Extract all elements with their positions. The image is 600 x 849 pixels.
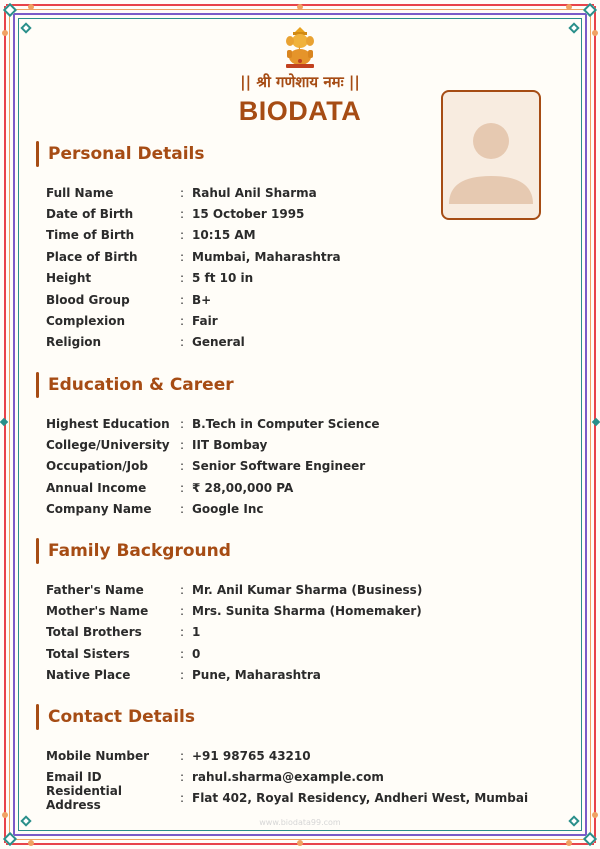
detail-label: Total Brothers bbox=[46, 625, 142, 640]
detail-label: Residential Address bbox=[46, 784, 122, 813]
detail-value: ₹ 28,00,000 PA bbox=[192, 480, 294, 495]
detail-row bbox=[46, 622, 556, 643]
detail-row bbox=[46, 246, 556, 267]
detail-label: Religion bbox=[46, 335, 102, 350]
detail-value: Rahul Anil Sharma bbox=[192, 185, 317, 200]
section-family-background bbox=[36, 536, 556, 686]
watermark-text: www.biodata99.com bbox=[259, 818, 341, 827]
detail-label: Total Sisters bbox=[46, 646, 130, 661]
page-title: BIODATA bbox=[238, 96, 362, 126]
detail-separator: : bbox=[180, 625, 185, 640]
detail-value: Flat 402, Royal Residency, Andheri West, Mumbai bbox=[192, 791, 529, 806]
detail-label: Full Name bbox=[46, 185, 114, 200]
detail-separator: : bbox=[180, 604, 185, 619]
detail-label: Company Name bbox=[46, 502, 152, 517]
detail-value: Google Inc bbox=[192, 502, 264, 517]
detail-separator: : bbox=[180, 502, 185, 517]
detail-row bbox=[46, 434, 556, 455]
detail-value: IIT Bombay bbox=[192, 438, 268, 453]
detail-value: 0 bbox=[192, 646, 201, 661]
detail-row bbox=[46, 477, 556, 498]
detail-row bbox=[46, 332, 556, 353]
detail-row bbox=[46, 665, 556, 686]
detail-separator: : bbox=[180, 271, 185, 286]
section-title: Family Background bbox=[48, 541, 231, 561]
detail-separator: : bbox=[180, 646, 185, 661]
detail-value: +91 98765 43210 bbox=[192, 748, 311, 763]
detail-row bbox=[46, 499, 556, 520]
detail-label: Email ID bbox=[46, 770, 102, 785]
detail-row bbox=[46, 456, 556, 477]
detail-label: Time of Birth bbox=[46, 228, 135, 243]
section-accent-bar bbox=[36, 704, 39, 730]
detail-label: Complexion bbox=[46, 314, 126, 329]
detail-value: Mumbai, Maharashtra bbox=[192, 249, 341, 264]
section-header bbox=[36, 702, 556, 732]
detail-row bbox=[46, 579, 556, 600]
detail-label: Blood Group bbox=[46, 292, 130, 307]
detail-value: 5 ft 10 in bbox=[192, 271, 254, 286]
detail-separator: : bbox=[180, 582, 185, 597]
detail-row bbox=[46, 268, 556, 289]
detail-value: Fair bbox=[192, 314, 218, 329]
detail-row bbox=[46, 745, 556, 766]
detail-row bbox=[46, 203, 556, 224]
detail-value: 1 bbox=[192, 625, 201, 640]
detail-row bbox=[46, 784, 556, 813]
detail-label: Occupation/Job bbox=[46, 459, 148, 474]
detail-row bbox=[46, 182, 556, 203]
detail-separator: : bbox=[180, 480, 185, 495]
section-header bbox=[36, 370, 556, 400]
detail-value: Mrs. Sunita Sharma (Homemaker) bbox=[192, 604, 422, 619]
detail-rows bbox=[46, 413, 556, 520]
ganesha-icon bbox=[280, 26, 320, 70]
detail-label: Date of Birth bbox=[46, 207, 134, 222]
detail-row bbox=[46, 310, 556, 331]
detail-separator: : bbox=[180, 416, 185, 431]
detail-value: General bbox=[192, 335, 245, 350]
detail-label: Native Place bbox=[46, 668, 131, 683]
section-education-career bbox=[36, 370, 556, 520]
detail-separator: : bbox=[180, 228, 185, 243]
section-title: Personal Details bbox=[48, 144, 205, 164]
section-accent-bar bbox=[36, 141, 39, 167]
detail-separator: : bbox=[180, 770, 185, 785]
detail-separator: : bbox=[180, 438, 185, 453]
detail-value: Pune, Maharashtra bbox=[192, 668, 321, 683]
section-header bbox=[36, 536, 556, 566]
detail-separator: : bbox=[180, 335, 185, 350]
detail-label: Place of Birth bbox=[46, 249, 138, 264]
detail-label: Mobile Number bbox=[46, 748, 150, 763]
section-contact-details bbox=[36, 702, 556, 813]
section-title: Contact Details bbox=[48, 707, 195, 727]
detail-separator: : bbox=[180, 459, 185, 474]
detail-rows bbox=[46, 745, 556, 813]
detail-row bbox=[46, 413, 556, 434]
detail-label: Height bbox=[46, 271, 92, 286]
section-header bbox=[36, 139, 556, 169]
section-accent-bar bbox=[36, 538, 39, 564]
detail-separator: : bbox=[180, 314, 185, 329]
detail-value: 10:15 AM bbox=[192, 228, 256, 243]
detail-rows bbox=[46, 579, 556, 686]
detail-label: Father's Name bbox=[46, 582, 144, 597]
detail-separator: : bbox=[180, 249, 185, 264]
detail-value: 15 October 1995 bbox=[192, 207, 305, 222]
detail-value: B.Tech in Computer Science bbox=[192, 416, 380, 431]
detail-separator: : bbox=[180, 791, 185, 806]
detail-separator: : bbox=[180, 748, 185, 763]
section-accent-bar bbox=[36, 372, 39, 398]
detail-separator: : bbox=[180, 185, 185, 200]
detail-value: Senior Software Engineer bbox=[192, 459, 366, 474]
section-personal-details bbox=[36, 139, 556, 353]
detail-value: Mr. Anil Kumar Sharma (Business) bbox=[192, 582, 423, 597]
detail-rows bbox=[46, 182, 556, 353]
detail-value: rahul.sharma@example.com bbox=[192, 770, 384, 785]
detail-row bbox=[46, 600, 556, 621]
detail-separator: : bbox=[180, 207, 185, 222]
detail-label: Mother's Name bbox=[46, 604, 149, 619]
detail-row bbox=[46, 643, 556, 664]
detail-row bbox=[46, 289, 556, 310]
detail-label: Annual Income bbox=[46, 480, 147, 495]
section-title: Education & Career bbox=[48, 375, 234, 395]
detail-value: B+ bbox=[192, 292, 212, 307]
detail-separator: : bbox=[180, 292, 185, 307]
detail-label: Highest Education bbox=[46, 416, 170, 431]
detail-separator: : bbox=[180, 668, 185, 683]
detail-label: College/University bbox=[46, 438, 170, 453]
invocation-text: || श्री गणेशाय नमः || bbox=[240, 73, 360, 91]
detail-row bbox=[46, 225, 556, 246]
